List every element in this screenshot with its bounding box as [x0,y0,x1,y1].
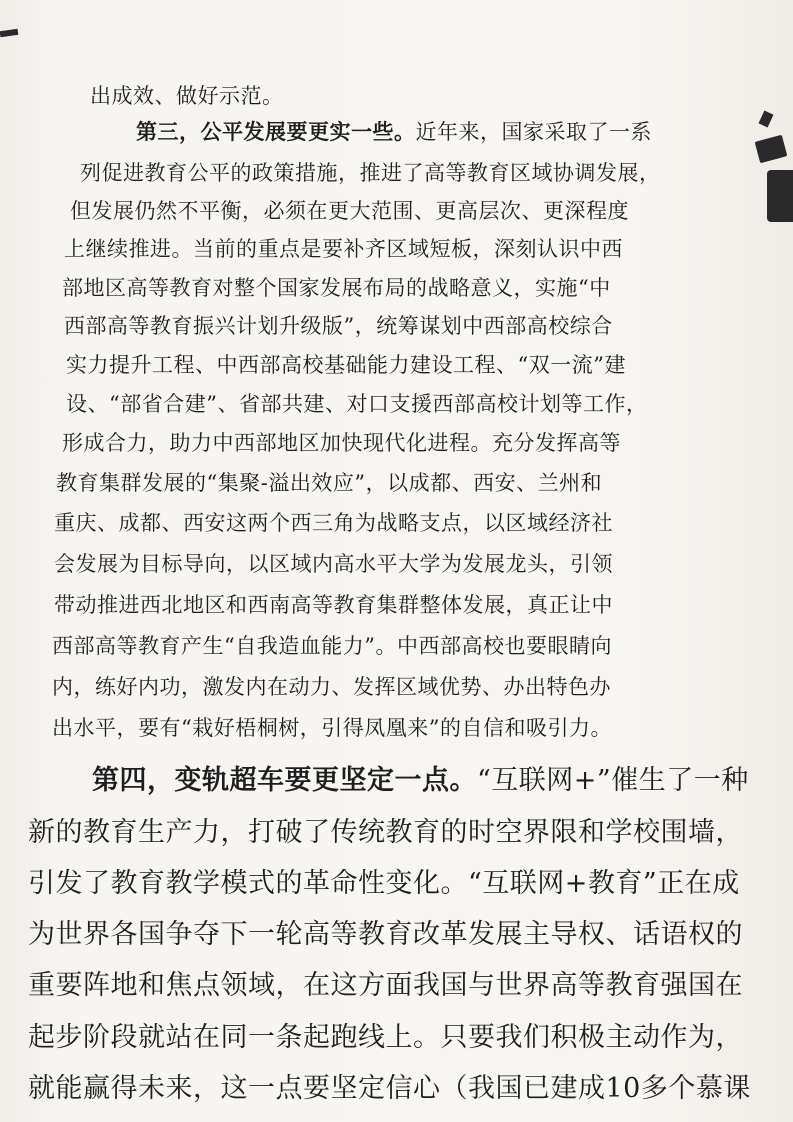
paragraph-heading: 第四，变轨超车要更坚定一点。 [92,765,477,796]
text-line: 上继续推进。当前的重点是要补齐区域短板，深刻认识中西 [64,237,623,261]
text-line: 引发了教育教学模式的革命性变化。“互联网+教育”正在成 [28,868,740,899]
text-line: 实力提升工程、中西部高校基础能力建设工程、“双一流”建 [66,353,626,377]
text-line: 设、“部省合建”、省部共建、对口支援西部高校计划等工作， [66,392,648,416]
text-line: 西部高等教育产生“自我造血能力”。中西部高校也要眼睛向 [52,634,612,658]
text-line: 列促进教育公平的政策措施，推进了高等教育区域协调发展， [80,161,661,185]
text-line: 但发展仍然不平衡，必须在更大范围、更高层次、更深程度 [70,199,629,223]
text-span: 近年来，国家采取了一系 [415,120,652,144]
text-line: 出成效、做好示范。 [90,84,284,108]
text-line: 重庆、成都、西安这两个西三角为战略支点，以区域经济社 [54,511,613,535]
text-span: “互联网+”催生了一种 [477,765,749,796]
text-line [136,116,652,146]
text-line: 形成合力，助力中西部地区加快现代化进程。充分发挥高等 [62,431,621,455]
text-line [92,758,749,797]
text-line: 就能赢得未来，这一点要坚定信心（我国已建成10多个慕课 [28,1073,751,1104]
text-line: 部地区高等教育对整个国家发展布局的战略意义，实施“中 [62,276,611,300]
text-line: 内，练好内功，激发内在动力、发挥区域优势、办出特色办 [52,675,611,699]
text-line: 教育集群发展的“集聚-溢出效应”，以成都、西安、兰州和 [56,471,603,495]
text-line: 起步阶段就站在同一条起跑线上。只要我们积极主动作为， [28,1022,743,1053]
text-line: 带动推进西北地区和西南高等教育集群整体发展，真正让中 [54,593,613,617]
text-line: 为世界各国争夺下一轮高等教育改革发展主导权、话语权的 [28,919,743,950]
text-line: 重要阵地和焦点领域，在这方面我国与世界高等教育强国在 [28,970,743,1001]
text-line: 出水平，要有“栽好梧桐树，引得凤凰来”的自信和吸引力。 [52,716,612,740]
scan-edge-mark [755,135,788,163]
scan-edge-mark [0,29,18,37]
scan-edge-mark [759,111,774,128]
scan-edge-mark [767,170,793,222]
text-line: 会发展为目标导向，以区域内高水平大学为发展龙头，引领 [54,552,613,576]
paragraph-heading: 第三，公平发展要更实一些。 [136,119,416,144]
text-line: 新的教育生产力，打破了传统教育的时空界限和学校围墙， [28,817,743,848]
text-line: 西部高等教育振兴计划升级版”，统筹谋划中西部高校综合 [64,314,613,338]
